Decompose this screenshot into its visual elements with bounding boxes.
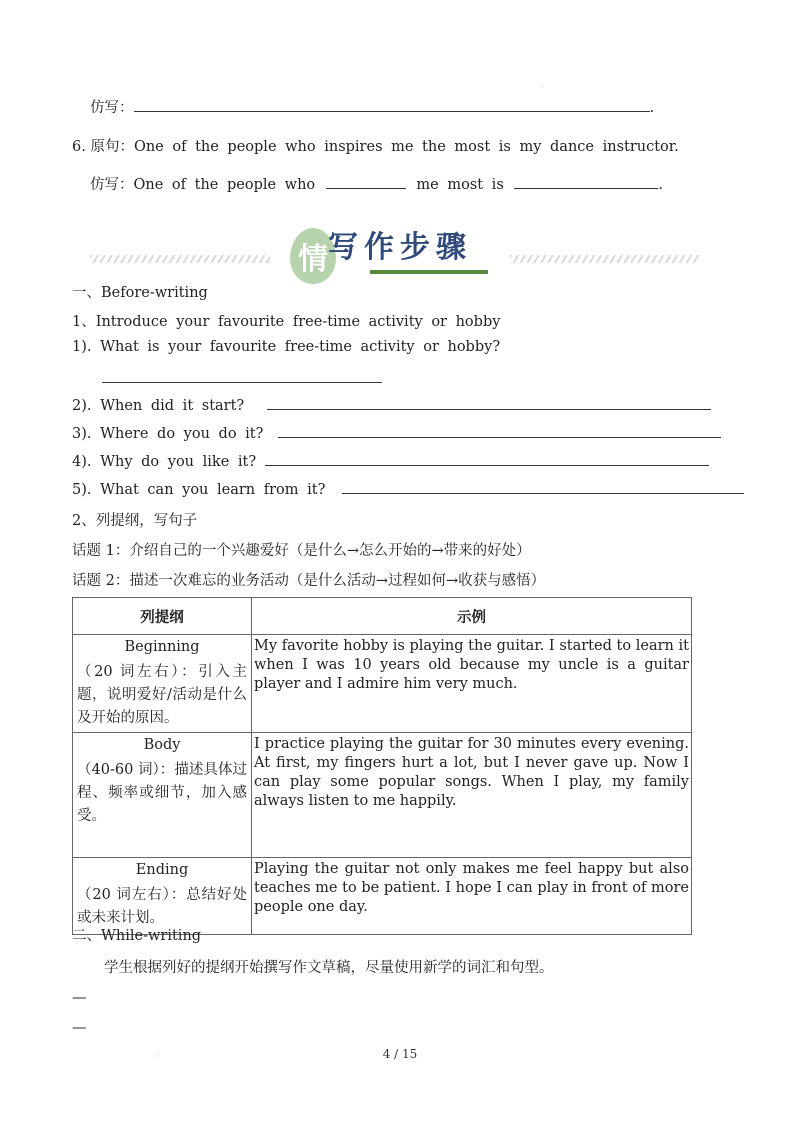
banner-title: 写作步骤 <box>328 230 472 265</box>
question-2: 2). When did it start? <box>72 398 245 414</box>
badge-char: 情 <box>298 242 328 277</box>
outline-cell <box>73 858 252 935</box>
draft-line-2[interactable]: — <box>72 1020 87 1036</box>
example-cell: My favorite hobby is playing the guitar. I started to learn it when I was 10 years old because my uncle is a guitar player and I admire him very much. <box>252 635 692 733</box>
table-row <box>73 858 692 935</box>
header-example: 示例 <box>252 598 692 635</box>
outline-table <box>72 597 692 935</box>
imitate-text: One of the people who <box>133 177 316 193</box>
banner-underline <box>370 270 488 274</box>
question-5-row <box>72 479 744 498</box>
row-description: （40-60 词）：描述具体过程、频率或细节，加入感受。 <box>77 762 247 824</box>
row-label: Body <box>143 737 181 753</box>
page-number: 4 / 15 <box>382 1047 418 1061</box>
original-label: 原句： <box>90 139 134 155</box>
row-label: Beginning <box>124 639 200 655</box>
row-description: （20 词左右）：总结好处或未来计划。 <box>77 887 247 926</box>
original-sentence: One of the people who inspires me the most is my dance instructor. <box>133 139 679 155</box>
item-6-original <box>72 135 679 156</box>
outline-cell <box>73 733 252 858</box>
answer-line-1 <box>102 368 382 387</box>
question-2-row <box>72 395 711 414</box>
answer-blank[interactable] <box>265 451 709 466</box>
step-2-heading: 2、列提纲，写句子 <box>72 513 198 529</box>
answer-blank[interactable] <box>267 395 711 410</box>
draft-line-1[interactable]: — <box>72 990 87 1006</box>
item-6-imitate <box>90 173 663 194</box>
imitate-text: me most is <box>416 177 504 193</box>
question-1: 1). What is your favourite free-time activity or hobby? <box>72 339 501 355</box>
question-4: 4). Why do you like it? <box>72 454 257 470</box>
example-cell: I practice playing the guitar for 30 minutes every evening. At first, my fingers hurt a lot, but I never gave up. Now I can play some popular songs. When I play, my family always listen to me happily. <box>252 733 692 858</box>
topic-1: 话题 1：介绍自己的一个兴趣爱好（是什么→怎么开始的→带来的好处） <box>72 543 531 559</box>
while-writing-heading: 二、While-writing <box>72 928 202 944</box>
answer-blank[interactable] <box>514 174 658 189</box>
period: . <box>649 100 655 116</box>
answer-blank[interactable] <box>134 97 650 112</box>
question-5: 5). What can you learn from it? <box>72 482 326 498</box>
banner-dash-right <box>510 255 700 263</box>
banner-dash-left <box>90 255 270 263</box>
topic-2: 话题 2：描述一次难忘的业务活动（是什么活动→过程如何→收获与感悟） <box>72 573 546 589</box>
answer-blank[interactable] <box>342 479 744 494</box>
imitate-label: 仿写： <box>90 177 134 193</box>
answer-blank[interactable] <box>326 174 406 189</box>
answer-blank[interactable] <box>102 368 382 383</box>
table-header-row <box>73 598 692 635</box>
question-4-row <box>72 451 709 470</box>
stray-dot: · <box>541 82 544 91</box>
table-row <box>73 635 692 733</box>
imitate-label: 仿写： <box>90 100 134 116</box>
before-writing-heading: 一、Before-writing <box>72 285 208 301</box>
intro-line: 1、Introduce your favourite free-time activity or hobby <box>72 314 501 330</box>
table-row <box>73 733 692 858</box>
answer-blank[interactable] <box>278 423 721 438</box>
while-writing-instruction: 学生根据列好的提纲开始撰写作文草稿，尽量使用新学的词汇和句型。 <box>104 960 554 976</box>
question-3-row <box>72 423 721 442</box>
row-description: （20 词左右）：引入主题，说明爱好/活动是什么及开始的原因。 <box>77 664 247 726</box>
question-3: 3). Where do you do it? <box>72 426 264 442</box>
outline-cell <box>73 635 252 733</box>
row-label: Ending <box>135 862 189 878</box>
header-outline: 列提纲 <box>73 598 252 635</box>
example-cell: Playing the guitar not only makes me feel happy but also teaches me to be patient. I hope I can play in front of more people one day. <box>252 858 692 935</box>
period: . <box>658 177 663 193</box>
item-number: 6. <box>72 139 86 155</box>
imitate-line <box>90 96 654 117</box>
stray-dot: · <box>157 1052 160 1061</box>
